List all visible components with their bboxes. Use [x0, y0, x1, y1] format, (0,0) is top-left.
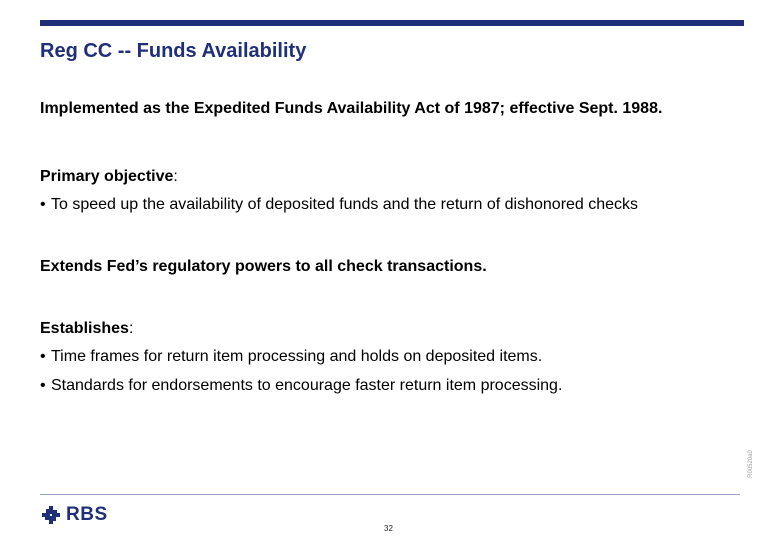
establishes-heading-label: Establishes: [40, 320, 129, 337]
top-rule: [40, 20, 744, 26]
extends-text: Extends Fed’s regulatory powers to all check transactions.: [40, 258, 487, 275]
slide-title: Reg CC -- Funds Availability: [40, 40, 307, 62]
objective-bullet-text: To speed up the availability of deposited funds and the return of dishonored checks: [51, 196, 639, 213]
bottom-rule: [40, 494, 740, 495]
establishes-bullet-text: Time frames for return item processing and holds on deposited items.: [51, 348, 543, 365]
establishes-bullet-2: [40, 377, 562, 395]
establishes-heading: [40, 320, 133, 338]
bullet-icon: •: [40, 377, 46, 394]
rbs-logo-text: RBS: [66, 504, 108, 525]
rbs-daisy-icon: [40, 504, 62, 526]
establishes-bullet-text: Standards for endorsements to encourage faster return item processing.: [51, 377, 563, 394]
establishes-heading-colon: :: [128, 320, 134, 337]
rbs-logo: [40, 504, 108, 526]
bullet-icon: •: [40, 348, 46, 365]
objective-heading: [40, 168, 178, 186]
side-reference: [744, 444, 758, 484]
bullet-icon: •: [40, 196, 46, 213]
objective-heading-colon: :: [173, 168, 178, 185]
side-reference-text: R00520a0: [748, 450, 754, 478]
page-number: 32: [384, 524, 393, 533]
intro-text: Implemented as the Expedited Funds Availability Act of 1987; effective Sept. 1988.: [40, 100, 663, 117]
objective-heading-label: Primary objective: [40, 168, 174, 185]
establishes-bullet-1: [40, 348, 542, 366]
objective-bullet: [40, 196, 638, 214]
